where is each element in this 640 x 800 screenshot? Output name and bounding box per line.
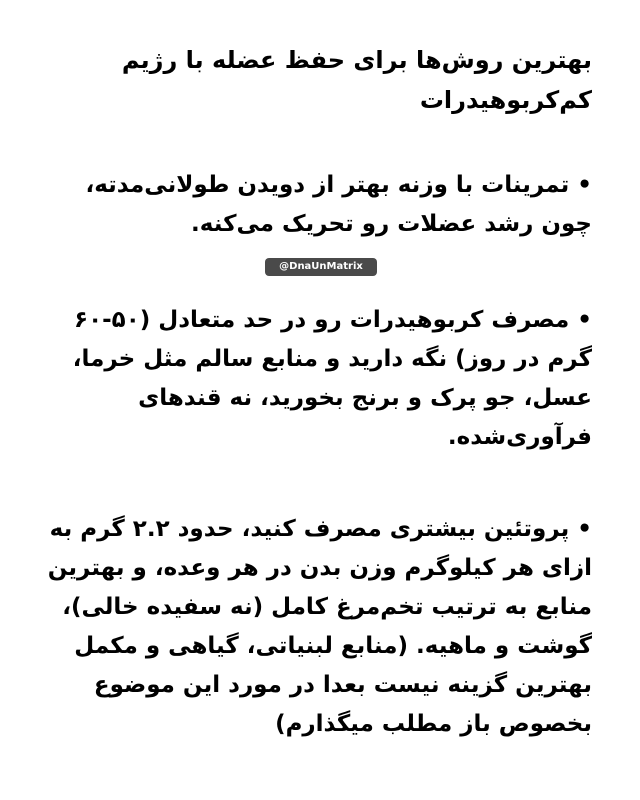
- paragraph-protein: • پروتئین بیشتری مصرف کنید، حدود ۲.۲ گرم به ازای هر کیلوگرم وزن بدن در هر وعده، و بهترین منابع به ترتیب تخم‌مرغ کامل (نه سفیده خالی)، گوشت و ماهیه. (منابع لبنیاتی، گیاهی و مکمل بهترین گزینه نیست بعدا در مورد این موضوع بخصوص باز مطلب میگذارم): [47, 516, 592, 737]
- document-title: بهترین روش‌ها برای حفظ عضله با رژیم کم‌کربوهیدرات: [121, 46, 592, 114]
- channel-watermark: @DnaUnMatrix: [265, 258, 377, 276]
- paragraph-strength-training: • تمرینات با وزنه بهتر از دویدن طولانی‌مدته، چون رشد عضلات رو تحریک می‌کنه.: [85, 172, 592, 237]
- paragraph-carbohydrates: • مصرف کربوهیدرات رو در حد متعادل (۵۰-۶۰ گرم در روز) نگه دارید و منابع سالم مثل خرما، عسل، جو پرک و برنج بخورید، نه قندهای فرآوری‌شده.: [72, 307, 592, 450]
